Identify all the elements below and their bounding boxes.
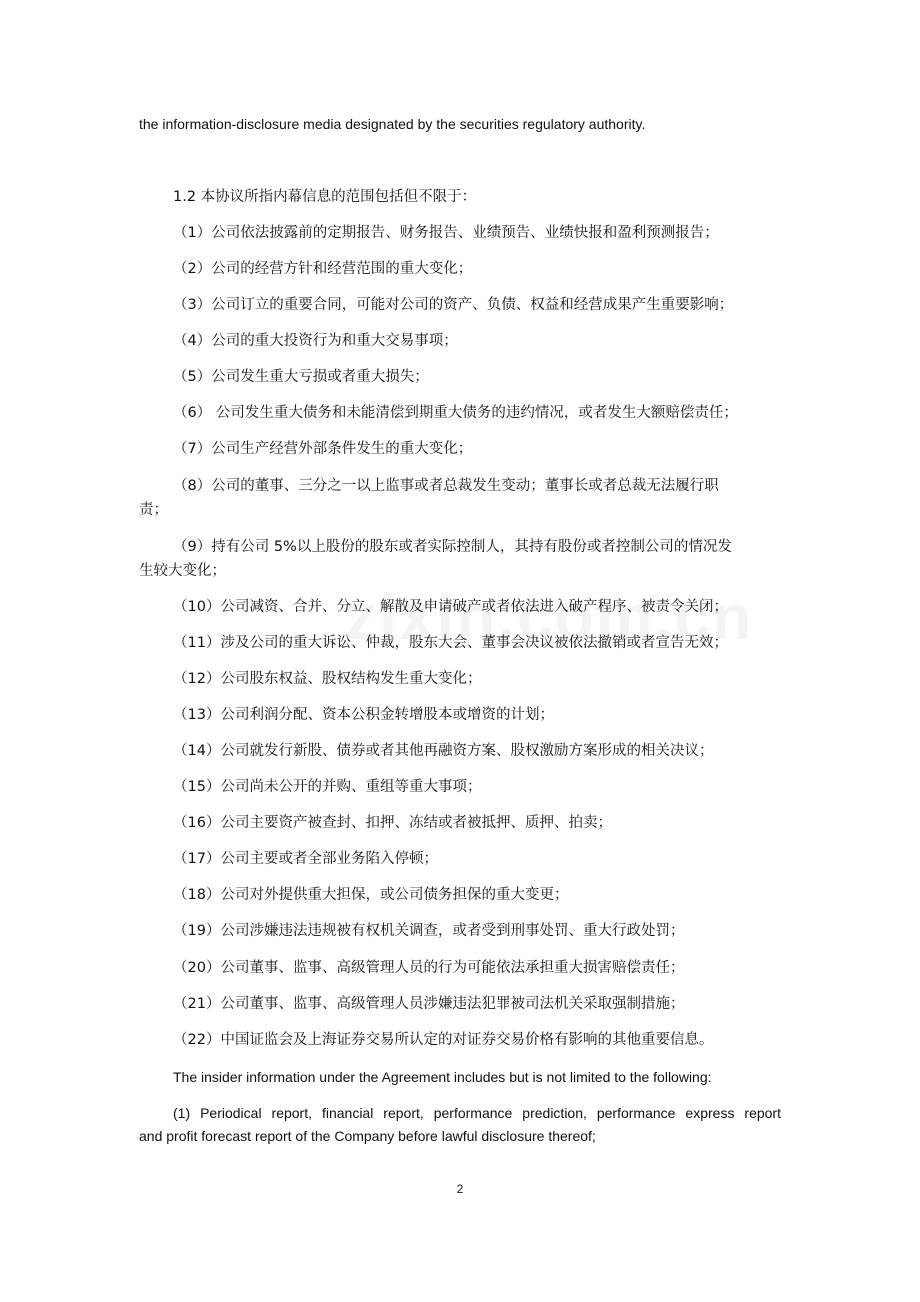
list-item: （19）公司涉嫌违法违规被有权机关调查，或者受到刑事处罚、重大行政处罚； — [173, 923, 685, 939]
list-item: （20）公司董事、监事、高级管理人员的行为可能依法承担重大损害赔偿责任； — [173, 960, 685, 976]
list-item: （3）公司订立的重要合同，可能对公司的资产、负债、权益和经营成果产生重要影响； — [173, 297, 734, 313]
list-item: （12）公司股东权益、股权结构发生重大变化； — [173, 671, 482, 687]
english-item-line: and profit forecast report of the Company before lawful disclosure thereof; — [139, 1128, 596, 1144]
list-item: （22）中国证监会及上海证券交易所认定的对证券交易价格有影响的其他重要信息。 — [173, 1032, 714, 1048]
list-item: （16）公司主要资产被查封、扣押、冻结或者被抵押、质押、拍卖； — [173, 815, 612, 831]
watermark — [345, 580, 753, 654]
list-item: （13）公司利润分配、资本公积金转增股本或增资的计划； — [173, 707, 554, 723]
list-item: （11）涉及公司的重大诉讼、仲裁，股东大会、董事会决议被依法撤销或者宣告无效； — [173, 635, 728, 651]
page-number: 2 — [456, 1182, 464, 1196]
list-item: （18）公司对外提供重大担保，或公司债务担保的重大变更； — [173, 887, 569, 903]
list-item-continuation: 生较大变化； — [139, 563, 226, 579]
list-item: （17）公司主要或者全部业务陷入停顿； — [173, 851, 438, 867]
list-item: （2）公司的经营方针和经营范围的重大变化； — [173, 261, 473, 277]
english-intro: The insider information under the Agreement includes but is not limited to the following: — [173, 1069, 712, 1085]
list-item: （5）公司发生重大亏损或者重大损失； — [173, 369, 429, 385]
list-item: （4）公司的重大投资行为和重大交易事项； — [173, 333, 458, 349]
continued-sentence: the information-disclosure media designated by the securities regulatory authority. — [139, 116, 646, 132]
list-item: （6） 公司发生重大债务和未能清偿到期重大债务的违约情况，或者发生大额赔偿责任； — [173, 405, 738, 421]
list-item-continuation: 责； — [139, 502, 168, 518]
list-item: （15）公司尚未公开的并购、重组等重大事项； — [173, 779, 482, 795]
list-item: （21）公司董事、监事、高级管理人员涉嫌违法犯罪被司法机关采取强制措施； — [173, 996, 685, 1012]
list-item: （1）公司依法披露前的定期报告、财务报告、业绩预告、业绩快报和盈利预测报告； — [173, 225, 719, 241]
section-heading: 1.2 本协议所指内幕信息的范围包括但不限于： — [173, 189, 477, 205]
list-item: （8）公司的董事、三分之一以上监事或者总裁发生变动；董事长或者总裁无法履行职 — [173, 478, 719, 494]
list-item: （7）公司生产经营外部条件发生的重大变化； — [173, 441, 473, 457]
list-item: （9）持有公司 5%以上股份的股东或者实际控制人，其持有股份或者控制公司的情况发 — [173, 539, 732, 555]
english-item-line: (1) Periodical report, financial report, performance prediction, performance express report — [173, 1105, 781, 1121]
list-item: （10）公司减资、合并、分立、解散及申请破产或者依法进入破产程序、被责令关闭； — [173, 599, 728, 615]
list-item: （14）公司就发行新股、债券或者其他再融资方案、股权激励方案形成的相关决议； — [173, 743, 714, 759]
